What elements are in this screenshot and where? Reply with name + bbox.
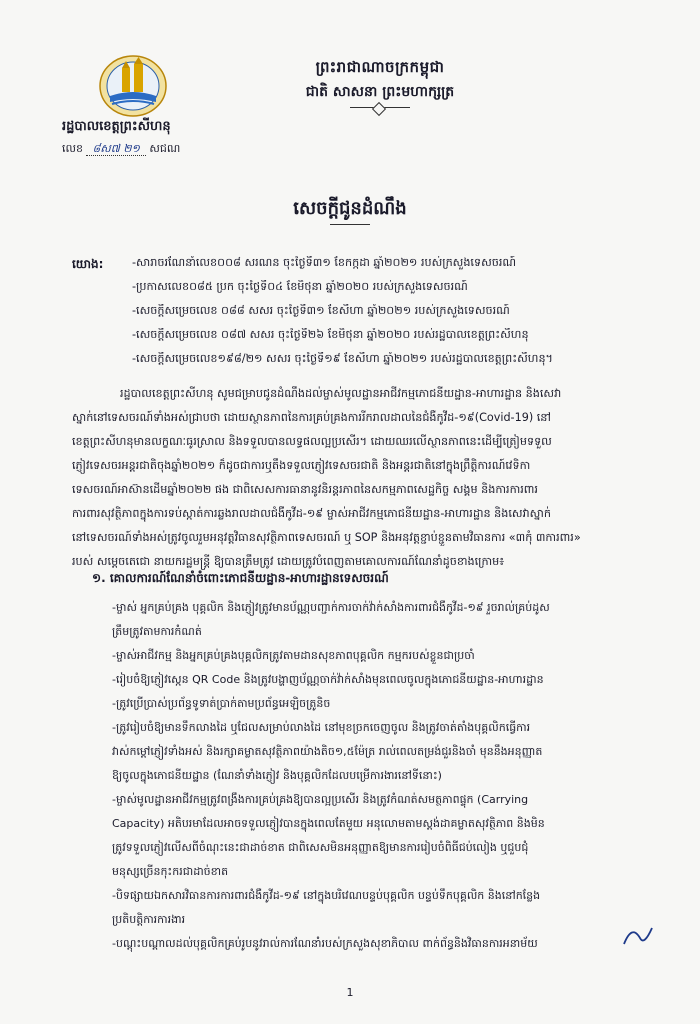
list-item [112,692,667,716]
list-item-line: មនុស្សច្រើនកុះករជាដាច់ខាត [112,865,229,878]
ref-prefix: លេខ [62,142,83,155]
reference-line: -សេចក្តីសម្រេចលេខ ០៨៧ សសរ ចុះថ្ងៃទី២៦ ខែមិថុនា ឆ្នាំ២០២០ របស់រដ្ឋបាលខេត្តព្រះសីហនុ [132,328,529,341]
list-item-line: -បណ្តុះបណ្តាលដល់បុគ្គលិកគ្រប់រូបនូវរាល់ការណែនាំរបស់ក្រសួងសុខាភិបាល ពាក់ព័ន្ធនិងវិធានការអនាម័យ [112,937,538,950]
references-block [72,256,662,376]
list-item-line: ត្រូវទទួលភ្ញៀវលើសពីចំណុះនេះជាដាច់ខាត ជាពិសេសមិនអនុញ្ញាតឱ្យមានការរៀបចំពិធីជប់លៀង ឬជួបជុំ [112,841,529,854]
list-item-line: Capacity) អតិបរមាដែលអាចទទួលភ្ញៀវបានក្នុងពេលតែមួយ អនុលោមតាមស្តង់ដាគម្លាតសុវត្ថិភាព និងមិន [112,817,545,830]
reference-line: -សេចក្តីសម្រេចលេខ ០៨៨ សសរ ចុះថ្ងៃទី៣១ ខែសីហា ឆ្នាំ២០២១ របស់ក្រសួងទេសចរណ៍ [132,304,510,317]
ref-suffix: សជណ [149,142,181,155]
list-item [112,788,667,884]
ref-number: ៨ស៧ ២១ [86,142,145,156]
header-ornament [350,107,410,108]
list-item-line: -ម្ចាស់មូលដ្ឋានអាជីវកម្មត្រូវពង្រឹងការគ្រប់គ្រងឱ្យបានល្អប្រសើរ និងត្រូវកំណត់សមត្ថភាពផ្ទុក (Carrying [112,793,529,806]
body-paragraph [72,382,662,574]
list-item-line: -ត្រូវរៀបចំឱ្យមានទឹកលាងដៃ ឬជែលសម្រាប់លាងដៃ នៅមុខច្រកចេញចូល និងត្រូវចាត់តាំងបុគ្គលិកធ្វើការ [112,721,531,734]
list-item [112,596,667,644]
body-line: ស្នាក់នៅទេសចរណ៍ទាំងអស់ជ្រាបថា ដោយស្ថានភាពនៃការគ្រប់គ្រងការរីករាលដាលនៃជំងឺកូវីដ-១៩(Covid-19) នៅ [72,411,551,424]
list-item [112,716,667,788]
kingdom-name: ព្រះរាជាណាចក្រកម្ពុជា [315,58,445,76]
list-item [112,644,667,668]
list-item [112,932,667,956]
section-1-items [112,596,667,956]
body-line: រដ្ឋបាលខេត្តព្រះសីហនុ សូមជម្រាបជូនដំណឹងដល់ម្ចាស់មូលដ្ឋានអាជីវកម្មភោជនីយដ្ឋាន-អាហារដ្ឋាន និងសេវា [120,387,562,400]
reference-line: -សារាចរណែនាំលេខ០០៨ សរណន ចុះថ្ងៃទី៣១ ខែកក្កដា ឆ្នាំ២០២១ របស់ក្រសួងទេសចរណ៍ [132,256,517,269]
reference-number-line [62,142,180,158]
list-item-line: -ម្ចាស់ អ្នកគ្រប់គ្រង បុគ្គលិក និងភ្ញៀវត្រូវមានប័ណ្ណបញ្ជាក់ការចាក់វ៉ាក់សាំងការពារជំងឺកូវីដ-១៩ រួចរាល់គ្រប់ដូស [112,601,550,614]
reference-line: -ប្រកាសលេខ០៨៥ ប្រក ចុះថ្ងៃទី០៤ ខែមិថុនា ឆ្នាំ២០២០ របស់ក្រសួងទេសចរណ៍ [132,280,468,293]
list-item-line: វាស់កម្តៅភ្ញៀវទាំងអស់ និងរក្សាគម្លាតសុវត្ថិភាពយ៉ាងតិច១,៥ម៉ែត្រ រាល់ពេលតម្រង់ជួរនិងចាំ មុននឹងអនុញ្ញាត [112,745,543,758]
body-line: ភ្ញៀវទេសចរអន្តរជាតិចុងឆ្នាំ២០២១ ក៏ដូចជាការឬតឹងទទួលភ្ញៀវទេសចរជាតិ និងអន្តរជាតិនៅក្នុងព្រឹត្តិការណ៍វេទិកា [72,459,531,472]
body-line: របស់ សម្តេចតេជោ នាយករដ្ឋមន្ត្រី ឱ្យបានត្រឹមត្រូវ ដោយត្រូវបំពេញតាមគោលការណ៍ណែនាំដូចខាងក្រោម៖ [72,555,505,568]
list-item-line: ប្រតិបត្តិការការងារ [112,913,186,926]
issuing-authority: រដ្ឋបាលខេត្តព្រះសីហនុ [62,119,171,134]
list-item-line: -ត្រូវប្រើប្រាស់ប្រព័ន្ធទូទាត់ប្រាក់តាមប្រព័ន្ធអេឡិចត្រូនិច [112,697,331,710]
body-line: នៅទេសចរណ៍ទាំងអស់ត្រូវចូលរួមអនុវត្តវិធានសុវត្ថិភាពទេសចរណ៍ ឬ SOP និងអនុវត្តខ្ជាប់ខ្ជួនតាមវិធានការ «៣កុំ ៣ការពារ» [72,531,581,544]
signature-mark [618,920,658,950]
list-item [112,884,667,932]
kingdom-header [250,58,510,108]
section-1-heading: ១. គោលការណ៍ណែនាំចំពោះភោជនីយដ្ឋាន-អាហារដ្ឋានទេសចរណ៍ [92,571,389,585]
list-item-line: ឱ្យចូលក្នុងភោជនីយដ្ឋាន (ណែនាំទាំងភ្ញៀវ និងបុគ្គលិកដែលបម្រើការងារនៅទីនោះ) [112,769,442,782]
list-item-line: -ម្ចាស់អាជីវកម្ម និងអ្នកគ្រប់គ្រងបុគ្គលិកត្រូវតាមដានសុខភាពបុគ្គលិក កម្មករបស់ខ្លួនជាប្រចាំ [112,649,475,662]
list-item-line: -រៀបចំឱ្យភ្ញៀវស្កេន QR Code និងត្រូវបង្ហាញប័ណ្ណចាក់វ៉ាក់សាំងមុនពេលចូលក្នុងភោជនីយដ្ឋាន-អាហារដ្ឋាន [112,673,544,686]
list-item-line: -បិទផ្សាយឯកសារវិធានការការពារជំងឺកូវីដ-១៩ នៅក្នុងបរិវេណបន្ទប់បុគ្គលិក បន្ទប់ទឹកបុគ្គលិក និងនៅកន្លែង [112,889,541,902]
list-item [112,668,667,692]
provincial-seal-logo [98,52,168,118]
body-line: ទេសចរណ៍អាស៊ានដើមឆ្នាំ២០២២ ផង ជាពិសេសការធានានូវនិរន្តរភាពនៃសកម្មភាពសេដ្ឋកិច្ច សង្គម និងការការពារ [72,483,538,496]
page-number: 1 [346,986,354,999]
national-motto: ជាតិ សាសនា ព្រះមហាក្សត្រ [305,84,455,100]
body-line: ការពារសុវត្ថិភាពក្នុងការទប់ស្កាត់ការឆ្លងរាលដាលជំងឺកូវីដ-១៩ ម្ចាស់អាជីវកម្មភោជនីយដ្ឋាន-អាហារដ្ឋាន និងសេវាស្នាក់ [72,507,551,520]
title-underline [330,224,370,225]
references-label: យោង: [72,257,104,271]
document-title: សេចក្តីជូនដំណឹង [293,198,407,219]
reference-line: -សេចក្តីសម្រេចលេខ១៩៨/២១ សសរ ចុះថ្ងៃទី១៩ ខែសីហា ឆ្នាំ២០២១ របស់រដ្ឋបាលខេត្តព្រះសីហនុ។ [132,352,553,365]
body-line: ខេត្តព្រះសីហនុមានលក្ខណៈធូរស្រាល និងទទួលបានលទ្ធផលល្អប្រសើរ។ ដោយឈរលើស្ថានភាពនេះដើម្បីត្រៀមទទួល [72,435,552,448]
list-item-line: ត្រឹមត្រូវតាមការកំណត់ [112,625,202,638]
